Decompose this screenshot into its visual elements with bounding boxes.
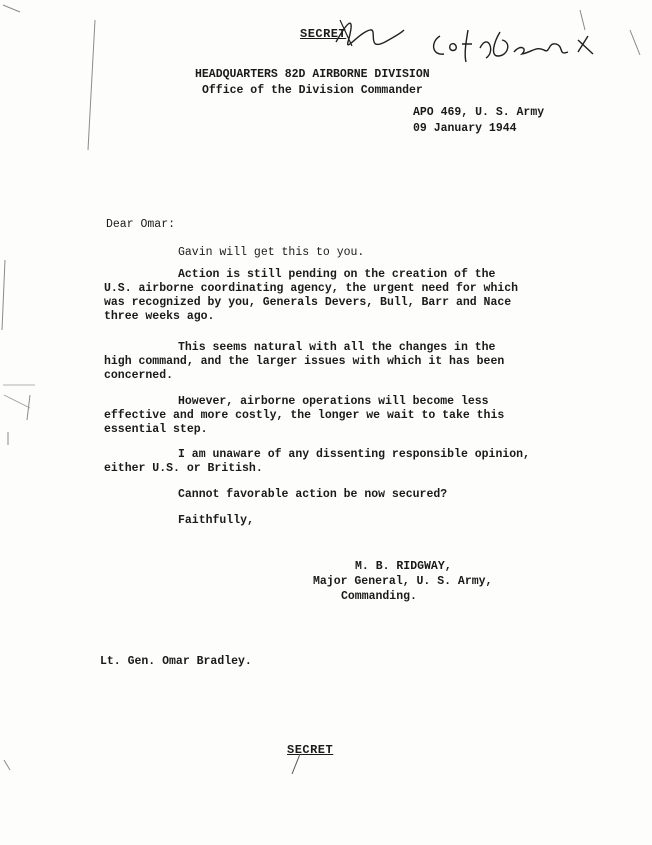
letterhead-office: Office of the Division Commander [202,84,423,97]
body-line: I am unaware of any dissenting responsible opinion, [178,448,530,461]
signature-title: Commanding. [341,590,417,603]
handwritten-notation [428,22,603,77]
body-line: However, airborne operations will become less [178,395,489,408]
body-line: was recognized by you, Generals Devers, Bull, Barr and Nace [104,296,512,309]
signature-name: M. B. RIDGWAY, [355,560,452,573]
addressee: Lt. Gen. Omar Bradley. [100,655,252,668]
signature-rank: Major General, U. S. Army, [313,575,493,588]
apo-address: APO 469, U. S. Army [413,106,545,119]
body-line: Cannot favorable action be now secured? [178,488,448,501]
letter-date: 09 January 1944 [413,122,517,135]
letterhead-unit: HEADQUARTERS 82D AIRBORNE DIVISION [195,68,430,81]
body-line: high command, and the larger issues with which it has been [104,355,505,368]
pen-stroke [288,752,308,777]
body-line: effective and more costly, the longer we wait to take this [104,409,505,422]
classification-top: SECRET [300,27,347,41]
body-line: U.S. airborne coordinating agency, the urgent need for which [104,282,519,295]
closing: Faithfully, [178,514,254,527]
body-line: either U.S. or British. [104,462,263,475]
body-line: concerned. [104,369,174,382]
body-line: Action is still pending on the creation of the [178,268,496,281]
body-line: three weeks ago. [104,310,215,323]
salutation: Dear Omar: [106,218,176,231]
classification-bottom: SECRET [287,743,334,757]
handwritten-initials-1 [330,12,410,57]
body-line: Gavin will get this to you. [178,246,365,259]
body-line: This seems natural with all the changes in the [178,341,496,354]
body-line: essential step. [104,423,208,436]
